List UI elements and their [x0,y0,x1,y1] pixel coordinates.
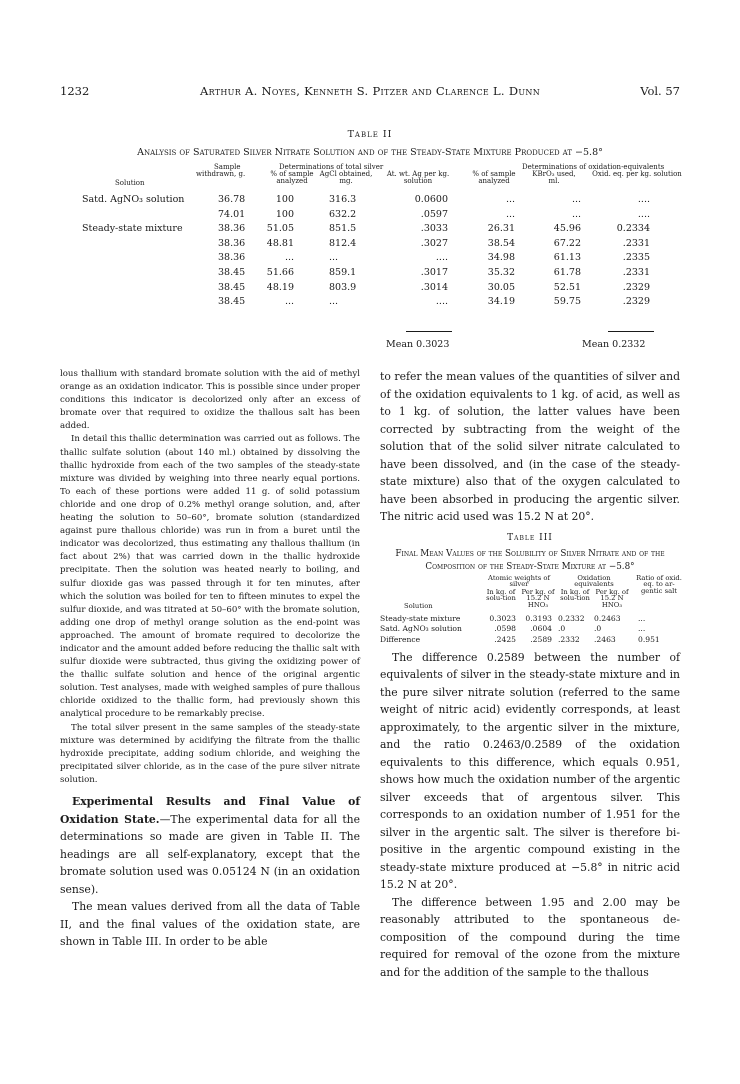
section-heading: Experimental Results and Final Value of Oxidation State. [60,795,360,826]
t2-head-pct-analyzed: % of sample analyzed [270,170,314,185]
t2-head-solution: Solution [115,179,145,187]
page-number: 1232 [60,84,90,98]
t2-col-solution: Satd. AgNO₃ solution Steady-state mixture [82,194,185,235]
t2-mean-left: Mean 0.3023 [386,339,450,350]
t2-col-agcl: 316.3 632.2 851.5 812.4 ... 859.1 803.9 ... [329,194,357,308]
section-body: —The experimental data for all the determinations so made are given in Table II. The headings are all self-explanatory, except that the bromate solution used was 0.05124 N (in an oxidation sense). [60,812,360,896]
t3-col-ratio: ... ... 0.951 [638,613,660,644]
t3-head-inkg2: In kg. of solu-tion [560,587,590,603]
table3-label: Table III [507,532,553,543]
t3-col-atomic-kg: 0.3023 .0598 .2425 [489,613,516,644]
volume-number: Vol. 57 [640,84,680,98]
t3-col-solution: Steady-state mixture Satd. AgNO₃ solution Difference [380,613,462,644]
t2-sum-rule-right [608,331,654,332]
t2-head-pct-analyzed2: % of sample analyzed [472,170,516,185]
t2-col-pct2: ... ... 26.31 38.54 34.98 35.32 30.05 34.19 [487,194,515,308]
left-paragraph-2: In detail this thallic determination was carried out as follows. The thallic sulfate solution (about 140 ml.) obtained by dissolving the thallic hydroxide from each of the two samples of the steady-state mixture was divided by weighing into three nearly equal portions. To each of these portions were added 11 g. of solid potassium chloride and one drop of 0.2% methyl orange solution, and, after heating the solution to 50–60°, bromate solution (standardized against pure thallous chloride) was run in from a buret until the indicator was decolorized, thus estimating any thallous thallium (in fact about 2%) that was carried down in the thallic hydroxide precipitate. Then the solution was heated nearly to boiling, and sulfur dioxide gas was passed through it for ten minutes, after which the solution was boiled for ten to fifteen minutes to expel the sulfur dioxide, and was titrated at 50–60° with the bromate solution, adding one drop of methyl orange solution as the end-point was approached. The amount of bromate required to decolorize the indicator and the amount added before reducing the thallic salt with sulfur dioxide were subtracted, thus giving the oxidizing power of the thallic sulfate solution and hence of the original argentic solution. Test analyses, made with weighed samples of pure thallous chloride oxidized to the thallic form, had previously shown this analytical procedure to be remarkably precise. [60,434,360,720]
left-paragraph-3: The total silver present in the same samples of the steady-state mixture was determined by acidifying the filtrate from the thallic hydroxide precipitate, adding sodium chloride, and weighing the precipitated silver chloride, as in the case of the pure silver nitrate solution. [60,722,360,785]
t2-col-oxid: .... .... 0.2334 .2331 .2335 .2331 .2329 .2329 [616,194,650,308]
t2-head-agcl: AgCl obtained, mg. [319,170,373,185]
t3-head-solution: Solution [404,601,433,610]
running-authors: Arthur A. Noyes, Kenneth S. Pitzer and Clarence L. Dunn [199,84,541,98]
t2-mean-right: Mean 0.2332 [582,339,646,350]
left-paragraph-4 [60,793,360,898]
right-column [380,368,680,981]
t3-head-perkg1: Per kg. of 15.2 N HNO₃ [521,587,555,609]
t2-head-withdrawn: withdrawn, g. [196,170,246,178]
t2-head-kbro3: KBrO₃ used, ml. [532,170,576,185]
t3-head-ratio: Ratio of oxid. eq. to ar-gentic salt [636,573,682,595]
t2-head-sample: Sample [214,163,241,171]
t3-col-oxid-acid: 0.2463 .0 .2463 [594,613,621,644]
left-column [60,368,360,951]
t3-col-oxid-kg: 0.2332 .0 .2332 [558,613,585,644]
right-paragraph-3: The difference between 1.95 and 2.00 may be reasonably attributed to the spontaneous decomposition of the compound during the time required for removal of the ozone from the mixture and for the addition of the sample to the thallous [380,895,680,979]
left-paragraph-5: The mean values derived from all the data of Table II, and the final values of the oxidation state, are shown in Table III. In order to be able [60,900,360,948]
right-paragraph-1: to refer the mean values of the quantities of silver and of the oxidation equivalents to 1 kg. of acid, as well as to 1 kg. of solution, the latter values have been corrected by subtracting from the weight of the solution that of the solid silver nitrate calculated to have been dissolved, and (in the case of the steady-state mixture) also that of the oxygen calculated to have been absorbed in producing the argentic silver. The nitric acid used was 15.2 N at 20°. [380,370,680,523]
t2-col-atwt: 0.0600 .0597 .3033 .3027 .... .3017 .3014 .... [414,194,448,308]
t3-head-atomic: Atomic weights of silver [488,573,550,589]
t3-head-oxidation: Oxidation equivalents [574,573,614,589]
left-paragraph-1: lous thallium with standard bromate solution with the aid of methyl orange as an oxidation indicator. This is possible since under proper conditions this indicator is decolorized only after an excess of bromate over that required to oxidize the thallous salt has been added. [60,369,360,432]
t2-sum-rule-left [406,331,452,332]
table2-label: Table II [347,129,393,140]
t3-col-atomic-acid: 0.3193 .0604 .2589 [525,613,552,644]
t2-col-pct: 100 100 51.05 48.81 ... 51.66 48.19 ... [266,194,294,308]
t2-head-oxid-group: Determinations of oxidation-equivalents [522,163,665,171]
t2-col-kbro3: ... ... 45.96 67.22 61.13 61.78 52.51 59.75 [553,194,581,308]
running-header [60,84,680,100]
t2-col-sample: 36.78 74.01 38.36 38.36 38.36 38.45 38.45 38.45 [218,194,246,308]
t2-head-oxid-eq: Oxid. eq. per kg. solution [592,170,682,178]
t2-head-silver-group: Determinations of total silver [279,163,384,171]
table2-title: Analysis of Saturated Silver Nitrate Solution and of the Steady-State Mixture Produced at −5.8° [137,147,603,158]
t3-head-inkg1: In kg. of solu-tion [486,587,516,603]
t2-head-atwt: At. wt. Ag per kg. solution [386,170,450,185]
right-paragraph-2: The difference 0.2589 between the number of equivalents of silver in the steady-state mixture and in the pure silver nitrate solution (referred to the same weight of nitric acid) evidently corresponds, at least approximately, to the argentic silver in the mixture, and the ratio 0.2463/0.2589 of the oxidation equivalents to this difference, which equals 0.951, shows how much the oxidation number of the argentic silver exceeds that of argentous silver. This corresponds to an oxidation number of 1.951 for the silver in the argentic salt. The silver is therefore bi-positive in the argentic compound existing in the steady-state mixture produced at −5.8° in nitric acid 15.2 N at 20°. [380,650,680,891]
t3-head-perkg2: Per kg. of 15.2 N HNO₃ [595,587,629,609]
table3 [380,575,680,649]
table3-title: Final Mean Values of the Solubility of Silver Nitrate and of the Composition of the Steady-State Mixture at −5.8° [395,548,665,572]
